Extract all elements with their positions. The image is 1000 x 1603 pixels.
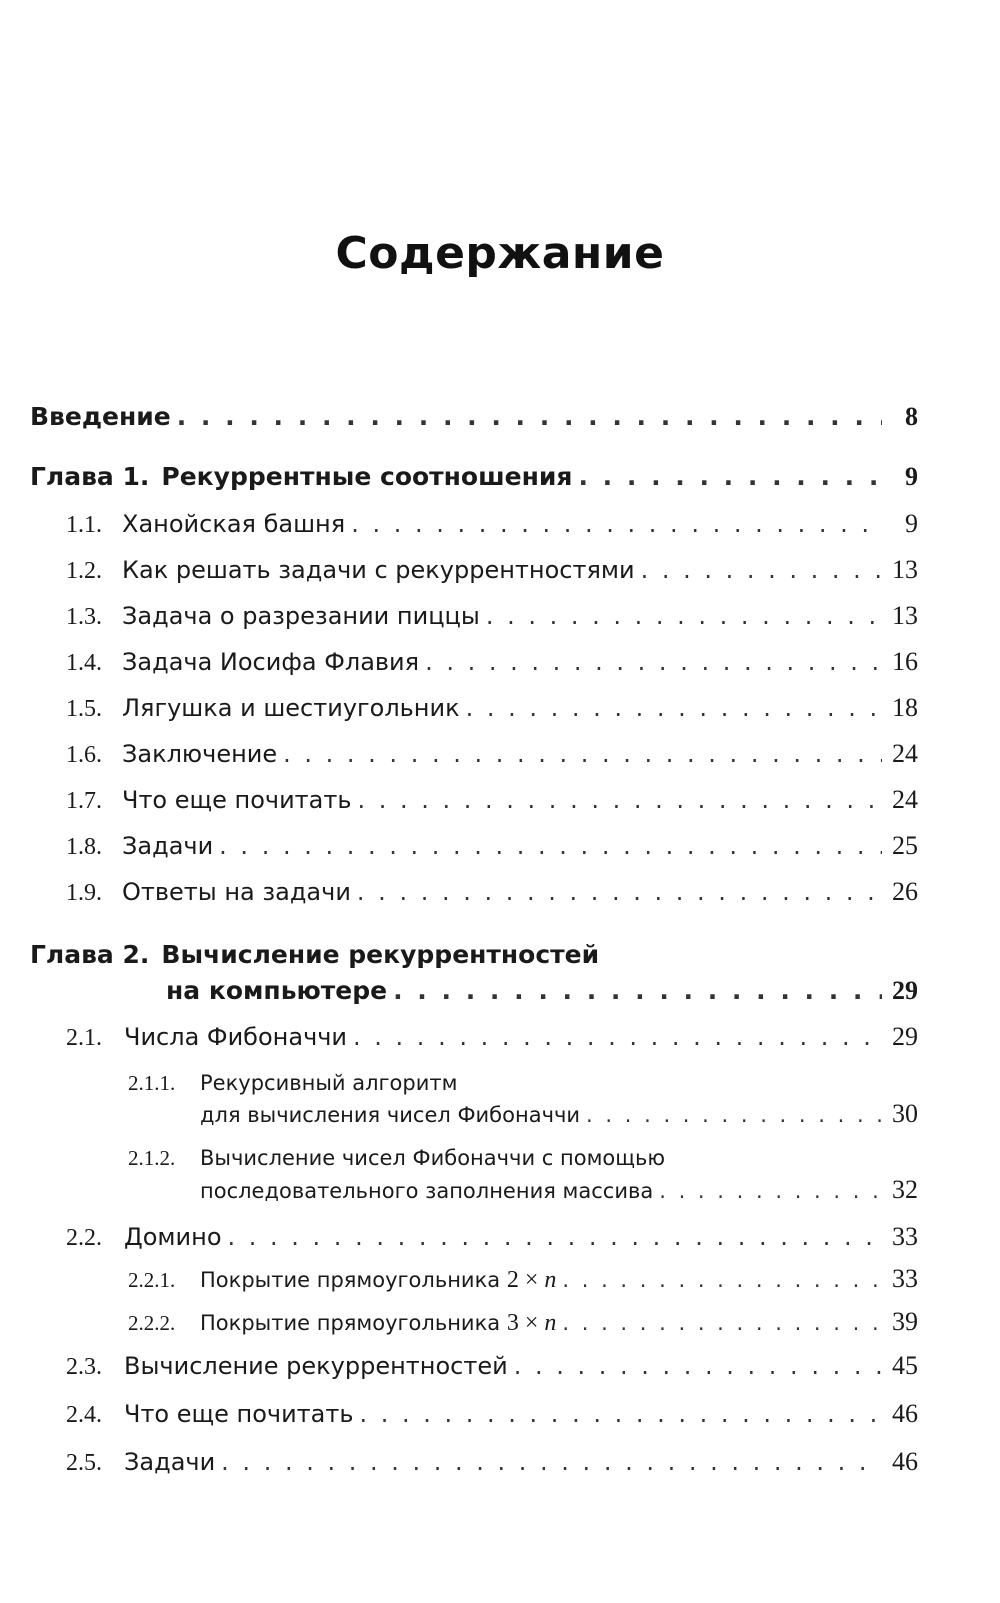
leader-dots — [221, 1446, 882, 1478]
toc-entry-title: Введение — [30, 402, 171, 431]
toc-entry-2-2-2[interactable] — [128, 1306, 918, 1339]
toc-entry-title — [200, 1307, 556, 1339]
toc-entry-1-8[interactable] — [66, 830, 918, 863]
section-number: 2.5. — [66, 1450, 102, 1476]
toc-entry-title: Как решать задачи с рекуррентностями — [122, 556, 635, 584]
toc-entry-1-4[interactable] — [66, 646, 918, 679]
toc-entry-2-1-2-line-1[interactable] — [128, 1142, 665, 1174]
toc-entry-1-7[interactable] — [66, 784, 918, 817]
chapter-label: Глава 1. — [30, 462, 150, 491]
leader-dots — [578, 461, 882, 493]
leader-dots — [514, 1350, 882, 1382]
toc-entry-title: Рекурсивный алгоритм — [200, 1071, 458, 1095]
toc-page-number: 16 — [892, 647, 918, 676]
toc-entry-2-5[interactable] — [66, 1446, 918, 1479]
section-number: 1.6. — [66, 742, 102, 768]
toc-page-number: 9 — [905, 509, 918, 538]
math-factor: 3 × — [506, 1310, 539, 1336]
toc-entry-title-text: Покрытие прямоугольника — [200, 1311, 501, 1335]
toc-page-number: 13 — [892, 555, 918, 584]
leader-dots — [357, 876, 882, 908]
toc-entry-2-1[interactable] — [66, 1021, 918, 1054]
toc-entry-1-6[interactable] — [66, 738, 918, 771]
toc-entry-chapter-2-line-1[interactable] — [30, 939, 599, 971]
toc-entry-title: Вычисление рекуррентностей — [161, 940, 600, 969]
toc-entry-2-4[interactable] — [66, 1398, 918, 1431]
section-number: 1.7. — [66, 788, 102, 814]
leader-dots — [177, 401, 882, 433]
toc-entry-title: Задача о разрезании пиццы — [122, 602, 480, 630]
toc-page-number: 24 — [892, 785, 918, 814]
toc-entry-chapter-2[interactable] — [166, 975, 918, 1007]
leader-dots — [351, 508, 882, 540]
toc-entry-title: Домино — [124, 1223, 222, 1251]
toc-entry-title: Вычисление рекуррентностей — [124, 1352, 508, 1380]
toc-entry-title: Лягушка и шестиугольник — [122, 694, 460, 722]
toc-page-number: 13 — [892, 601, 918, 630]
leader-dots — [586, 1099, 882, 1131]
toc-page-number: 46 — [892, 1447, 918, 1476]
toc-page-number: 29 — [892, 1022, 918, 1051]
section-number: 1.8. — [66, 834, 102, 860]
toc-entry-title-text: Покрытие прямоугольника — [200, 1268, 501, 1292]
leader-dots — [486, 600, 882, 632]
math-expression — [507, 1310, 557, 1336]
page-title: Содержание — [335, 228, 665, 279]
section-number: 2.2.2. — [128, 1311, 176, 1335]
section-number: 2.2. — [66, 1225, 102, 1251]
leader-dots — [393, 975, 882, 1007]
math-variable: n — [544, 1310, 557, 1336]
section-number: 1.3. — [66, 604, 102, 630]
leader-dots — [228, 1221, 882, 1253]
toc-page-number: 33 — [892, 1264, 918, 1293]
math-expression — [507, 1267, 557, 1293]
leader-dots — [466, 692, 882, 724]
section-number: 1.5. — [66, 696, 102, 722]
toc-entry-2-2[interactable] — [66, 1221, 918, 1254]
leader-dots — [641, 554, 882, 586]
toc-entry-2-1-1-line-1[interactable] — [128, 1067, 457, 1099]
section-number: 2.1.2. — [128, 1146, 176, 1170]
section-number: 1.4. — [66, 650, 102, 676]
toc-entry-title: Что еще почитать — [124, 1400, 354, 1428]
toc-entry-title: Вычисление чисел Фибоначчи с помощью — [200, 1146, 666, 1170]
toc-page-number: 29 — [892, 976, 918, 1005]
toc-entry-1-1[interactable] — [66, 508, 918, 541]
toc-page-number: 18 — [892, 693, 918, 722]
toc-entry-title-continued: на компьютере — [166, 976, 388, 1005]
toc-entry-title: Рекуррентные соотношения — [161, 462, 573, 491]
section-number: 2.1.1. — [128, 1071, 176, 1095]
leader-dots — [359, 1398, 882, 1430]
section-number: 1.2. — [66, 558, 102, 584]
math-variable: n — [544, 1267, 557, 1293]
toc-entry-1-9[interactable] — [66, 876, 918, 909]
toc-page-number: 9 — [905, 462, 918, 491]
toc-entry-title: Задачи — [124, 1448, 216, 1476]
toc-entry-title: Заключение — [122, 740, 278, 768]
leader-dots — [562, 1307, 882, 1339]
toc-entry-title — [200, 1264, 556, 1296]
toc-entry-title: Ханойская башня — [122, 510, 346, 538]
toc-entry-2-1-2[interactable] — [200, 1174, 918, 1207]
toc-page-number: 45 — [892, 1351, 918, 1380]
leader-dots — [219, 830, 882, 862]
toc-entry-2-1-1[interactable] — [200, 1098, 918, 1131]
leader-dots — [562, 1264, 882, 1296]
leader-dots — [357, 784, 882, 816]
section-number: 2.3. — [66, 1354, 102, 1380]
toc-entry-chapter-1[interactable] — [30, 461, 918, 493]
toc-entry-title-continued: последовательного заполнения массива — [200, 1179, 654, 1203]
leader-dots — [283, 738, 882, 770]
toc-page-number: 26 — [892, 877, 918, 906]
toc-entry-2-2-1[interactable] — [128, 1263, 918, 1296]
toc-page-number: 8 — [905, 402, 918, 431]
toc-page-number: 39 — [892, 1307, 918, 1336]
toc-page-number: 25 — [892, 831, 918, 860]
toc-entry-1-2[interactable] — [66, 554, 918, 587]
toc-page-number: 46 — [892, 1399, 918, 1428]
leader-dots — [353, 1021, 882, 1053]
section-number: 2.1. — [66, 1025, 102, 1051]
toc-page-number: 32 — [892, 1175, 918, 1204]
toc-page-number: 33 — [892, 1222, 918, 1251]
toc-entry-title: Числа Фибоначчи — [124, 1023, 348, 1051]
toc-page-number: 24 — [892, 739, 918, 768]
section-number: 2.2.1. — [128, 1268, 176, 1292]
toc-entry-1-3[interactable] — [66, 600, 918, 633]
chapter-label: Глава 2. — [30, 940, 150, 969]
toc-entry-title: Что еще почитать — [122, 786, 352, 814]
toc-entry-2-3[interactable] — [66, 1350, 918, 1383]
toc-entry-title: Задача Иосифа Флавия — [122, 648, 420, 676]
toc-entry-title: Задачи — [122, 832, 214, 860]
section-number: 1.1. — [66, 512, 102, 538]
section-number: 2.4. — [66, 1402, 102, 1428]
math-factor: 2 × — [506, 1267, 539, 1293]
leader-dots — [659, 1175, 882, 1207]
toc-entry-title: Ответы на задачи — [122, 878, 351, 906]
toc-entry-intro[interactable] — [30, 401, 918, 433]
toc-entry-title-continued: для вычисления чисел Фибоначчи — [200, 1103, 581, 1127]
toc-entry-1-5[interactable] — [66, 692, 918, 725]
toc-page-number: 30 — [892, 1099, 918, 1128]
leader-dots — [425, 646, 882, 678]
section-number: 1.9. — [66, 880, 102, 906]
